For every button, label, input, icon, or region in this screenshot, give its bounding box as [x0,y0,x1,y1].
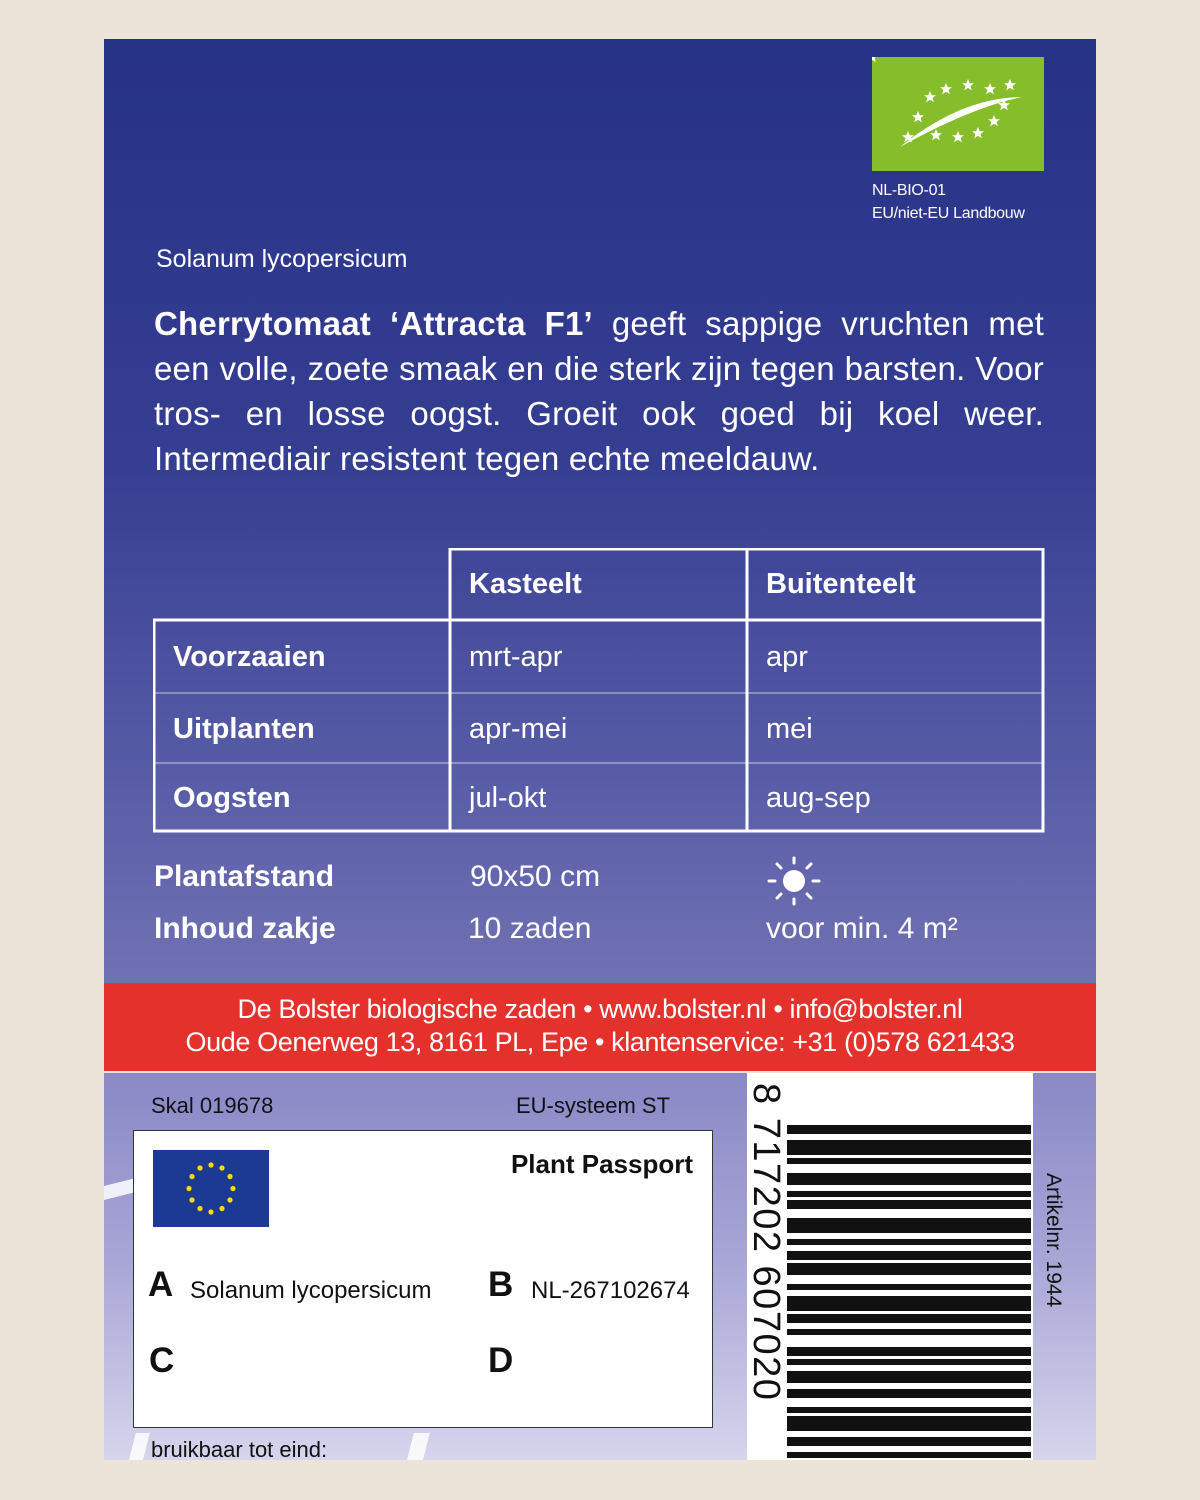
latin-name: Solanum lycopersicum [156,245,408,273]
label-panel [104,1073,1096,1460]
decorative-stripe [128,1433,149,1460]
passport-letter-b: B [488,1265,514,1304]
skal-number: Skal 019678 [151,1093,274,1118]
barcode-bar [787,1371,1031,1383]
column-header-buitenteelt: Buitenteelt [766,568,916,600]
barcode-bar [787,1437,1031,1446]
barcode-bar [787,1416,1031,1431]
row-label-oogsten: Oogsten [173,781,291,814]
passport-species: Solanum lycopersicum [190,1277,432,1304]
product-description [154,301,1044,481]
bio-origin: EU/niet-EU Landbouw [872,205,1025,222]
barcode-bar [787,1347,1031,1356]
eu-system-label: EU-systeem ST [516,1093,671,1118]
passport-registration: NL-267102674 [531,1277,690,1304]
table-cell: apr [766,641,808,673]
passport-letter-c: C [149,1341,175,1380]
eu-organic-leaf-icon [872,57,1044,171]
sowing-table [153,548,1046,834]
barcode-digits: 8 717202 607020 [745,1083,787,1402]
row-label-voorzaaien: Voorzaaien [173,641,326,673]
passport-letter-a: A [148,1265,174,1304]
barcode-bar [787,1284,1031,1290]
expiry-label: bruikbaar tot eind: [151,1437,328,1460]
spacing-label: Plantafstand [154,860,335,893]
barcode-bar [787,1329,1031,1335]
row-label-uitplanten: Uitplanten [173,712,315,745]
plant-passport-title: Plant Passport [510,1149,693,1179]
decorative-stripe [406,1433,429,1460]
contact-line-2: Oude Oenerweg 13, 8161 PL, Epe • klantenservice: +31 (0)578 621433 [185,1027,1015,1057]
barcode-bar [787,1200,1031,1209]
barcode-bar [787,1389,1031,1398]
content-label: Inhoud zakje [154,912,336,945]
barcode-bar [787,1407,1031,1413]
info-panel [104,39,1096,983]
contact-bar [104,983,1096,1071]
table-cell: apr-mei [469,712,568,745]
barcode-bar [787,1452,1031,1458]
barcode-bar [787,1173,1031,1185]
organic-certification-code [872,179,1025,225]
spacing-value: 90x50 cm [470,860,601,893]
table-cell: mei [766,712,813,745]
barcode-bar [787,1296,1031,1311]
bio-code: NL-BIO-01 [872,182,946,199]
barcode-bar [787,1191,1031,1197]
eu-flag-icon [153,1150,269,1227]
barcode-bar [787,1359,1031,1365]
barcode-bar [787,1140,1031,1155]
seed-packet-back [104,39,1096,1460]
barcode-bar [787,1158,1031,1164]
barcode-bar [787,1125,1031,1134]
column-header-kasteelt: Kasteelt [469,568,582,600]
barcode [747,1073,1033,1460]
contact-line-1: De Bolster biologische zaden • www.bolster.nl • info@bolster.nl [237,994,963,1024]
table-cell: jul-okt [469,781,547,814]
product-name: Cherrytomaat ‘Attracta F1’ [154,305,593,342]
barcode-bar [787,1314,1031,1323]
table-cell: mrt-apr [469,641,563,673]
article-number: Artikelnr. 1944 [1042,1173,1065,1308]
barcode-bars [787,1125,1031,1460]
table-cell: aug-sep [766,781,871,814]
barcode-bar [787,1218,1031,1233]
passport-letter-d: D [488,1341,514,1380]
description-text: geeft sappige vruchten met een volle, zoete smaak en die sterk zijn tegen barsten. Voor tros- en losse oogst. Groeit ook goed bij koel weer. Intermediair resistent tegen echte meeldauw. [154,305,1044,477]
barcode-bar [787,1251,1031,1260]
plant-passport [133,1130,713,1428]
content-value: 10 zaden [468,912,592,945]
barcode-bar [787,1239,1031,1245]
sun-icon [764,854,824,908]
coverage-value: voor min. 4 m² [766,912,958,945]
barcode-bar [787,1263,1031,1275]
